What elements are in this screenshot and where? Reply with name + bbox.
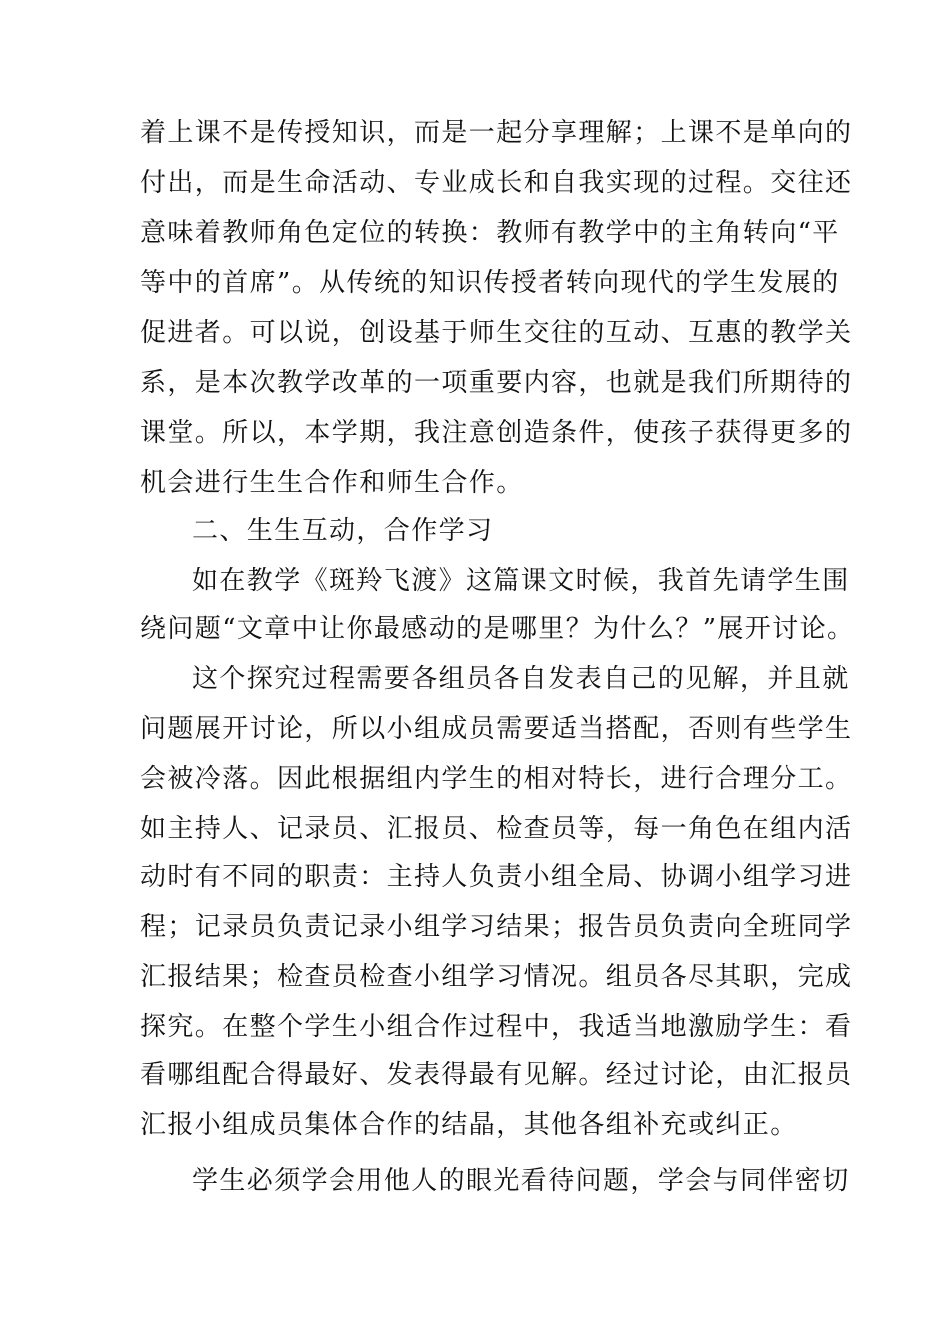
text-line: 学生必须学会用他人的眼光看待问题，学会与同伴密切 xyxy=(192,1166,850,1196)
text-line: 汇报结果；检查员检查小组学习情况。组员各尽其职，完成 xyxy=(140,962,853,992)
text-line: 会被冷落。因此根据组内学生的相对特长，进行合理分工。 xyxy=(140,764,853,794)
text-line: 意味着教师角色定位的转换：教师有教学中的主角转向“平 xyxy=(140,218,840,248)
text-line: 课堂。所以，本学期，我注意创造条件，使孩子获得更多的 xyxy=(140,418,853,448)
text-line: 看哪组配合得最好、发表得最有见解。经过讨论，由汇报员 xyxy=(140,1060,853,1090)
text-line: 促进者。可以说，创设基于师生交往的互动、互惠的教学关 xyxy=(140,318,853,348)
text-line: 等中的首席”。从传统的知识传授者转向现代的学生发展的 xyxy=(140,268,840,298)
section-heading: 二、生生互动，合作学习 xyxy=(192,516,494,546)
text-line: 如在教学《斑羚飞渡》这篇课文时候，我首先请学生围 xyxy=(192,566,850,596)
text-line: 付出，而是生命活动、专业成长和自我实现的过程。交往还 xyxy=(140,168,853,198)
text-line: 机会进行生生合作和师生合作。 xyxy=(140,468,524,498)
text-line: 着上课不是传授知识，而是一起分享理解；上课不是单向的 xyxy=(140,118,853,148)
text-line: 程；记录员负责记录小组学习结果；报告员负责向全班同学 xyxy=(140,912,853,942)
text-line: 如主持人、记录员、汇报员、检查员等，每一角色在组内活 xyxy=(140,814,853,844)
text-line: 汇报小组成员集体合作的结晶，其他各组补充或纠正。 xyxy=(140,1110,798,1140)
text-line: 这个探究过程需要各组员各自发表自己的见解，并且就 xyxy=(192,664,850,694)
text-line: 绕问题“文章中让你最感动的是哪里？为什么？”展开讨论。 xyxy=(140,614,855,644)
text-line: 系，是本次教学改革的一项重要内容，也就是我们所期待的 xyxy=(140,368,853,398)
text-line: 问题展开讨论，所以小组成员需要适当搭配，否则有些学生 xyxy=(140,714,853,744)
text-line: 动时有不同的职责：主持人负责小组全局、协调小组学习进 xyxy=(140,862,853,892)
text-line: 探究。在整个学生小组合作过程中，我适当地激励学生：看 xyxy=(140,1012,853,1042)
